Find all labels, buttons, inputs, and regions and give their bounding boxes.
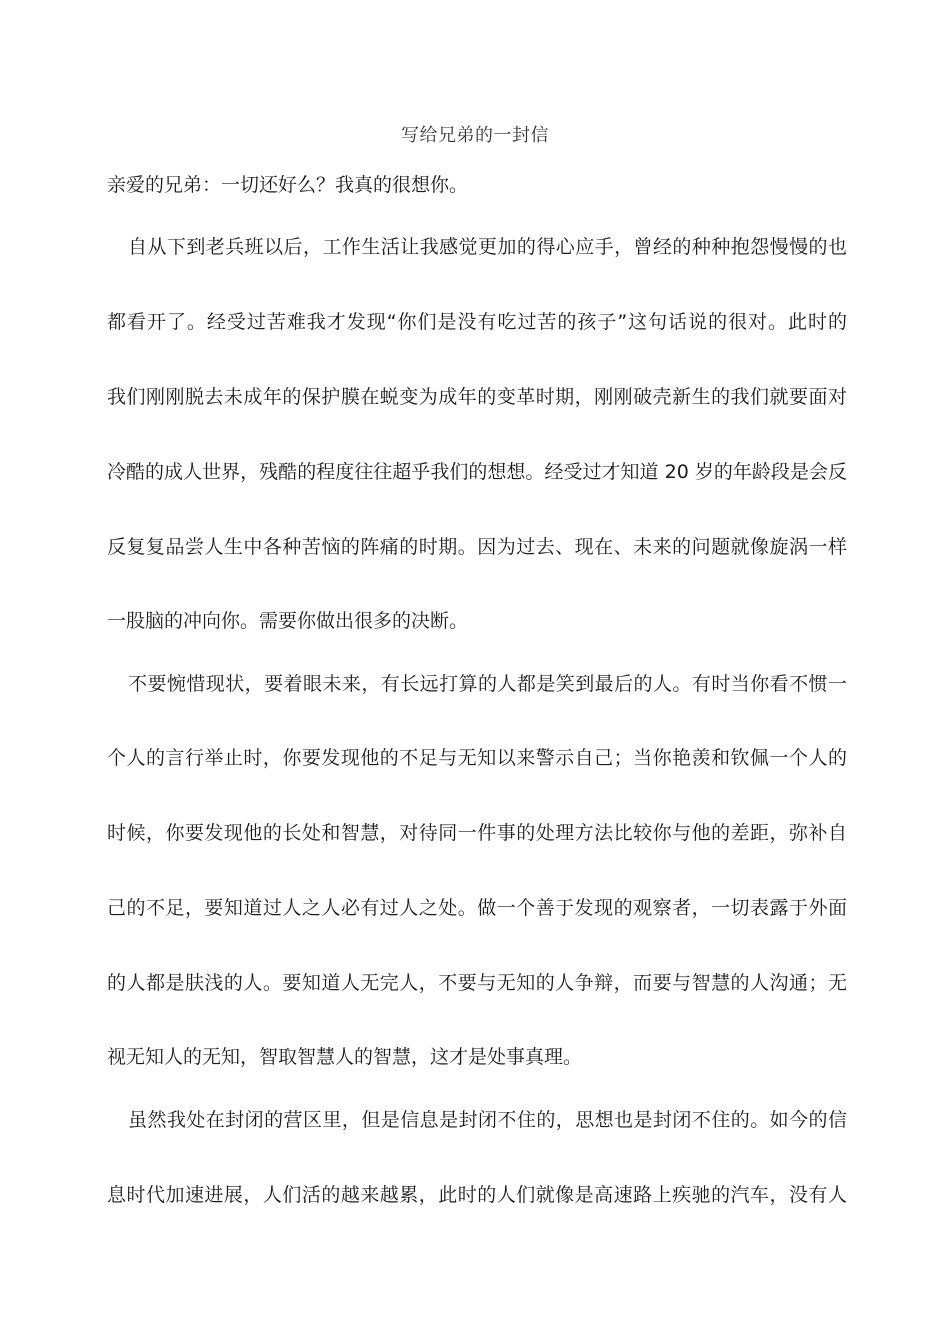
text-line: 己的不足，要知道过人之人必有过人之处。做一个善于发现的观察者，一切表露于外面	[107, 897, 847, 919]
text-line: 冷酷的成人世界，残酷的程度往往超乎我们的想想。经受过才知道 20 岁的年龄段是会反	[107, 461, 847, 483]
text-line: 时候，你要发现他的长处和智慧，对待同一件事的处理方法比较你与他的差距，弥补自	[107, 822, 847, 844]
text-line: 不要惋惜现状，要着眼未来，有长远打算的人都是笑到最后的人。有时当你看不惯一	[128, 673, 847, 695]
text-line: 的人都是肤浅的人。要知道人无完人，不要与无知的人争辩，而要与智慧的人沟通；无	[107, 972, 847, 994]
text-line: 虽然我处在封闭的营区里，但是信息是封闭不住的，思想也是封闭不住的。如今的信	[128, 1109, 847, 1131]
text-line: 一股脑的冲向你。需要你做出很多的决断。	[107, 610, 469, 632]
text-line: 自从下到老兵班以后，工作生活让我感觉更加的得心应手，曾经的种种抱怨慢慢的也	[128, 236, 847, 258]
text-line: 都看开了。经受过苦难我才发现“你们是没有吃过苦的孩子”这句话说的很对。此时的	[107, 311, 847, 333]
text-line: 个人的言行举止时，你要发现他的不足与无知以来警示自己；当你艳羡和钦佩一个人的	[107, 747, 847, 769]
text-line: 视无知人的无知，智取智慧人的智慧，这才是处事真理。	[107, 1046, 583, 1068]
text-line: 我们刚刚脱去未成年的保护膜在蜕变为成年的变革时期，刚刚破壳新生的我们就要面对	[107, 386, 847, 408]
document-title: 写给兄弟的一封信	[401, 125, 549, 146]
text-line: 息时代加速进展，人们活的越来越累，此时的人们就像是高速路上疾驰的汽车，没有人	[107, 1184, 847, 1206]
text-line-greeting: 亲爱的兄弟：一切还好么？我真的很想你。	[107, 174, 469, 196]
text-line: 反复复品尝人生中各种苦恼的阵痛的时期。因为过去、现在、未来的问题就像旋涡一样	[107, 536, 847, 558]
